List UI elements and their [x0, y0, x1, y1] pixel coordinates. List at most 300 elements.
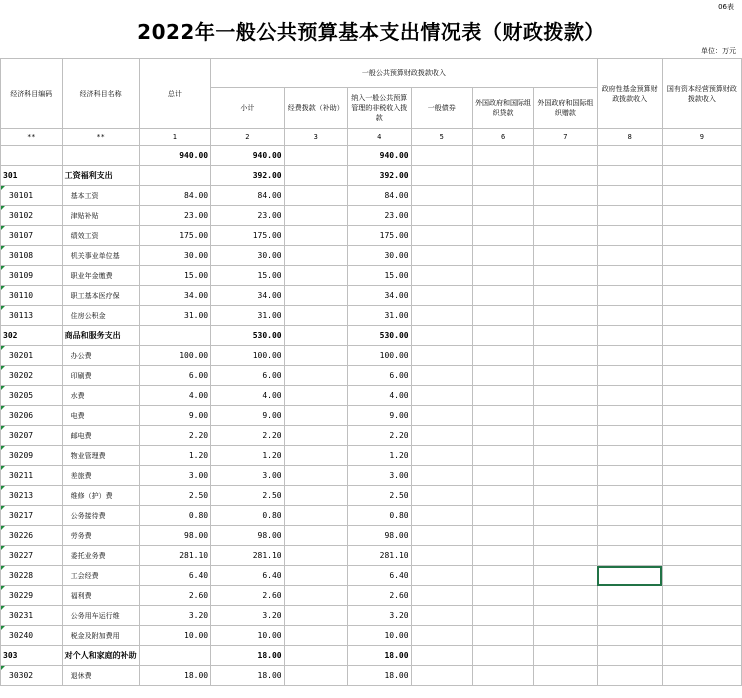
col-no[interactable]: 7	[534, 129, 597, 146]
cell-name[interactable]: 物业管理费	[62, 446, 139, 466]
cell[interactable]	[662, 166, 741, 186]
cell[interactable]	[662, 286, 741, 306]
cell[interactable]	[472, 626, 533, 646]
col-no[interactable]: 6	[472, 129, 533, 146]
cell[interactable]	[597, 446, 662, 466]
cell[interactable]	[662, 626, 741, 646]
cell[interactable]	[534, 406, 597, 426]
cell[interactable]	[411, 166, 472, 186]
cell[interactable]	[411, 526, 472, 546]
cell[interactable]	[472, 166, 533, 186]
cell-subtotal[interactable]: 2.60	[211, 586, 284, 606]
cell[interactable]	[534, 446, 597, 466]
cell[interactable]	[284, 666, 347, 686]
cell[interactable]	[472, 426, 533, 446]
cell[interactable]	[411, 566, 472, 586]
cell-code[interactable]: 30211	[1, 466, 63, 486]
cell[interactable]	[534, 506, 597, 526]
cell-total[interactable]: 31.00	[139, 306, 210, 326]
cell-name[interactable]: 基本工资	[62, 186, 139, 206]
cell-code[interactable]: 30102	[1, 206, 63, 226]
cell[interactable]	[597, 646, 662, 666]
cell-subtotal[interactable]: 98.00	[211, 526, 284, 546]
cell[interactable]	[411, 426, 472, 446]
total-row-subtotal[interactable]: 940.00	[211, 146, 284, 166]
cell-code[interactable]: 30201	[1, 346, 63, 366]
header-subsidy[interactable]: 经费拨款（补助）	[284, 88, 347, 129]
cell[interactable]	[284, 166, 347, 186]
cell-total[interactable]: 1.20	[139, 446, 210, 466]
cell[interactable]	[534, 166, 597, 186]
cell-name[interactable]: 津贴补贴	[62, 206, 139, 226]
cell-code[interactable]: 30209	[1, 446, 63, 466]
cell[interactable]	[472, 546, 533, 566]
header-bond[interactable]: 一般债券	[411, 88, 472, 129]
cell-special[interactable]: 1.20	[347, 446, 411, 466]
cell-code[interactable]: 301	[1, 166, 63, 186]
cell-code[interactable]: 30231	[1, 606, 63, 626]
cell-subtotal[interactable]: 175.00	[211, 226, 284, 246]
cell-total[interactable]: 10.00	[139, 626, 210, 646]
cell-subtotal[interactable]: 6.40	[211, 566, 284, 586]
cell-subtotal[interactable]: 9.00	[211, 406, 284, 426]
cell-code[interactable]: 30229	[1, 586, 63, 606]
total-row-total[interactable]: 940.00	[139, 146, 210, 166]
cell[interactable]	[597, 406, 662, 426]
cell[interactable]	[411, 286, 472, 306]
cell-code[interactable]: 30227	[1, 546, 63, 566]
cell[interactable]	[284, 246, 347, 266]
cell-total[interactable]: 0.80	[139, 506, 210, 526]
cell[interactable]	[472, 326, 533, 346]
cell-total[interactable]: 84.00	[139, 186, 210, 206]
cell-name[interactable]: 公务接待费	[62, 506, 139, 526]
cell-code[interactable]: 30213	[1, 486, 63, 506]
cell-total[interactable]: 6.40	[139, 566, 210, 586]
cell-total[interactable]: 9.00	[139, 406, 210, 426]
cell[interactable]	[534, 326, 597, 346]
cell[interactable]	[662, 466, 741, 486]
header-subtotal[interactable]: 小计	[211, 88, 284, 129]
cell[interactable]	[411, 626, 472, 646]
cell-subtotal[interactable]: 0.80	[211, 506, 284, 526]
cell[interactable]	[597, 466, 662, 486]
cell-special[interactable]: 84.00	[347, 186, 411, 206]
cell-total[interactable]: 30.00	[139, 246, 210, 266]
cell[interactable]	[662, 326, 741, 346]
cell[interactable]	[597, 506, 662, 526]
cell[interactable]	[534, 646, 597, 666]
cell[interactable]	[662, 146, 741, 166]
cell[interactable]	[534, 526, 597, 546]
cell-subtotal[interactable]: 4.00	[211, 386, 284, 406]
cell[interactable]	[411, 506, 472, 526]
cell[interactable]	[534, 566, 597, 586]
cell-subtotal[interactable]: 530.00	[211, 326, 284, 346]
cell-name[interactable]: 工资福利支出	[62, 166, 139, 186]
cell[interactable]	[284, 326, 347, 346]
cell[interactable]	[597, 606, 662, 626]
cell[interactable]	[284, 186, 347, 206]
cell-code[interactable]: 30228	[1, 566, 63, 586]
cell[interactable]	[534, 246, 597, 266]
cell-name[interactable]: 工会经费	[62, 566, 139, 586]
cell-code[interactable]: 30108	[1, 246, 63, 266]
cell-code[interactable]: 30101	[1, 186, 63, 206]
cell[interactable]	[597, 166, 662, 186]
cell[interactable]	[411, 246, 472, 266]
cell-special[interactable]: 18.00	[347, 666, 411, 686]
cell[interactable]	[284, 286, 347, 306]
cell[interactable]	[597, 626, 662, 646]
cell[interactable]	[597, 286, 662, 306]
cell[interactable]	[411, 226, 472, 246]
header-total[interactable]: 总计	[139, 59, 210, 129]
cell-special[interactable]: 6.00	[347, 366, 411, 386]
cell[interactable]	[662, 506, 741, 526]
cell-name[interactable]: 机关事业单位基	[62, 246, 139, 266]
cell[interactable]	[411, 666, 472, 686]
cell[interactable]	[597, 266, 662, 286]
cell[interactable]	[534, 466, 597, 486]
cell[interactable]	[662, 186, 741, 206]
cell-code[interactable]: 30109	[1, 266, 63, 286]
col-no[interactable]: 2	[211, 129, 284, 146]
cell-subtotal[interactable]: 23.00	[211, 206, 284, 226]
cell[interactable]	[411, 646, 472, 666]
cell-special[interactable]: 9.00	[347, 406, 411, 426]
cell-special[interactable]: 15.00	[347, 266, 411, 286]
cell-special[interactable]: 3.00	[347, 466, 411, 486]
cell-total[interactable]	[139, 166, 210, 186]
cell[interactable]	[284, 426, 347, 446]
cell[interactable]	[662, 446, 741, 466]
cell-subtotal[interactable]: 1.20	[211, 446, 284, 466]
cell-total[interactable]: 98.00	[139, 526, 210, 546]
cell[interactable]	[284, 546, 347, 566]
cell[interactable]	[284, 446, 347, 466]
cell-name[interactable]: 住房公积金	[62, 306, 139, 326]
cell-name[interactable]: 对个人和家庭的补助	[62, 646, 139, 666]
cell[interactable]	[411, 546, 472, 566]
cell[interactable]	[534, 186, 597, 206]
cell[interactable]	[472, 206, 533, 226]
cell-total[interactable]	[139, 646, 210, 666]
cell[interactable]	[472, 486, 533, 506]
cell[interactable]	[662, 346, 741, 366]
cell[interactable]	[411, 446, 472, 466]
cell[interactable]	[472, 226, 533, 246]
selected-cell[interactable]	[597, 566, 662, 586]
cell[interactable]	[534, 626, 597, 646]
cell-total[interactable]	[139, 326, 210, 346]
cell[interactable]	[284, 306, 347, 326]
cell-code[interactable]: 30205	[1, 386, 63, 406]
cell[interactable]	[662, 666, 741, 686]
cell[interactable]	[597, 546, 662, 566]
cell[interactable]	[534, 666, 597, 686]
cell[interactable]	[284, 206, 347, 226]
cell[interactable]	[662, 646, 741, 666]
cell[interactable]	[597, 386, 662, 406]
cell[interactable]	[411, 606, 472, 626]
cell-code[interactable]: 30240	[1, 626, 63, 646]
cell[interactable]	[597, 586, 662, 606]
cell[interactable]	[472, 266, 533, 286]
cell-special[interactable]: 100.00	[347, 346, 411, 366]
cell[interactable]	[472, 566, 533, 586]
cell[interactable]	[472, 306, 533, 326]
cell-total[interactable]: 2.20	[139, 426, 210, 446]
cell[interactable]	[534, 426, 597, 446]
cell[interactable]	[662, 526, 741, 546]
cell-total[interactable]: 18.00	[139, 666, 210, 686]
cell-subtotal[interactable]: 18.00	[211, 666, 284, 686]
cell-name[interactable]: 委托业务费	[62, 546, 139, 566]
cell[interactable]	[411, 326, 472, 346]
cell-subtotal[interactable]: 2.20	[211, 426, 284, 446]
cell-special[interactable]: 3.20	[347, 606, 411, 626]
cell-subtotal[interactable]: 84.00	[211, 186, 284, 206]
cell-total[interactable]: 281.10	[139, 546, 210, 566]
cell[interactable]	[411, 586, 472, 606]
cell[interactable]	[534, 386, 597, 406]
cell[interactable]	[284, 486, 347, 506]
cell[interactable]	[597, 326, 662, 346]
header-code[interactable]: 经济科目编码	[1, 59, 63, 129]
cell-special[interactable]: 2.60	[347, 586, 411, 606]
cell-total[interactable]: 6.00	[139, 366, 210, 386]
cell[interactable]	[472, 606, 533, 626]
cell[interactable]	[662, 426, 741, 446]
cell-name[interactable]: 税金及附加费用	[62, 626, 139, 646]
cell-total[interactable]: 2.50	[139, 486, 210, 506]
cell-subtotal[interactable]: 392.00	[211, 166, 284, 186]
cell[interactable]	[662, 366, 741, 386]
cell[interactable]	[284, 626, 347, 646]
cell[interactable]	[534, 486, 597, 506]
cell[interactable]	[284, 586, 347, 606]
cell[interactable]	[284, 466, 347, 486]
cell[interactable]	[534, 286, 597, 306]
cell-special[interactable]: 30.00	[347, 246, 411, 266]
cell[interactable]	[534, 546, 597, 566]
cell-special[interactable]: 4.00	[347, 386, 411, 406]
cell-total[interactable]: 23.00	[139, 206, 210, 226]
cell[interactable]	[411, 466, 472, 486]
cell[interactable]	[662, 546, 741, 566]
cell[interactable]	[472, 386, 533, 406]
cell[interactable]	[472, 586, 533, 606]
cell[interactable]	[411, 406, 472, 426]
cell[interactable]	[662, 206, 741, 226]
cell-name[interactable]: 劳务费	[62, 526, 139, 546]
cell-total[interactable]: 175.00	[139, 226, 210, 246]
cell-subtotal[interactable]: 281.10	[211, 546, 284, 566]
cell[interactable]	[662, 586, 741, 606]
cell-special[interactable]: 0.80	[347, 506, 411, 526]
cell[interactable]	[411, 366, 472, 386]
cell-special[interactable]: 2.20	[347, 426, 411, 446]
cell[interactable]	[472, 506, 533, 526]
cell[interactable]	[597, 366, 662, 386]
cell-total[interactable]: 2.60	[139, 586, 210, 606]
cell-name[interactable]: 公务用车运行维	[62, 606, 139, 626]
cell[interactable]	[597, 346, 662, 366]
cell-subtotal[interactable]: 10.00	[211, 626, 284, 646]
cell-code[interactable]: 30217	[1, 506, 63, 526]
cell-special[interactable]: 392.00	[347, 166, 411, 186]
cell[interactable]	[662, 306, 741, 326]
cell-special[interactable]: 175.00	[347, 226, 411, 246]
cell[interactable]	[284, 646, 347, 666]
cell[interactable]	[472, 286, 533, 306]
cell[interactable]	[662, 406, 741, 426]
total-row-special[interactable]: 940.00	[347, 146, 411, 166]
cell[interactable]	[472, 666, 533, 686]
cell-name[interactable]: 邮电费	[62, 426, 139, 446]
cell[interactable]	[284, 366, 347, 386]
cell-code[interactable]: 30113	[1, 306, 63, 326]
cell[interactable]	[472, 466, 533, 486]
cell-name[interactable]: 福利费	[62, 586, 139, 606]
cell-name[interactable]: 差旅费	[62, 466, 139, 486]
cell[interactable]	[411, 346, 472, 366]
cell-code[interactable]: 30226	[1, 526, 63, 546]
cell-special[interactable]: 98.00	[347, 526, 411, 546]
cell[interactable]	[534, 146, 597, 166]
cell[interactable]	[597, 246, 662, 266]
cell[interactable]	[284, 606, 347, 626]
cell[interactable]	[534, 226, 597, 246]
cell-special[interactable]: 530.00	[347, 326, 411, 346]
cell-subtotal[interactable]: 15.00	[211, 266, 284, 286]
col-no[interactable]: 8	[597, 129, 662, 146]
cell-subtotal[interactable]: 6.00	[211, 366, 284, 386]
cell-name[interactable]: 职工基本医疗保	[62, 286, 139, 306]
cell[interactable]	[597, 486, 662, 506]
col-no[interactable]: 1	[139, 129, 210, 146]
cell[interactable]	[662, 386, 741, 406]
cell-name[interactable]: 印刷费	[62, 366, 139, 386]
cell[interactable]	[597, 426, 662, 446]
cell[interactable]	[284, 386, 347, 406]
cell[interactable]	[472, 646, 533, 666]
cell-special[interactable]: 34.00	[347, 286, 411, 306]
cell-code[interactable]: 30302	[1, 666, 63, 686]
col-no[interactable]: 4	[347, 129, 411, 146]
cell-code[interactable]: 30110	[1, 286, 63, 306]
cell[interactable]	[411, 306, 472, 326]
cell[interactable]	[472, 346, 533, 366]
cell-name[interactable]: 商品和服务支出	[62, 326, 139, 346]
cell[interactable]	[472, 186, 533, 206]
cell[interactable]	[411, 266, 472, 286]
cell-subtotal[interactable]: 3.20	[211, 606, 284, 626]
cell[interactable]	[534, 586, 597, 606]
cell-name[interactable]: 维修（护）费	[62, 486, 139, 506]
cell[interactable]	[284, 266, 347, 286]
cell-code[interactable]: 30207	[1, 426, 63, 446]
cell-name[interactable]: 绩效工资	[62, 226, 139, 246]
cell[interactable]	[597, 666, 662, 686]
cell-special[interactable]: 6.40	[347, 566, 411, 586]
header-state-capital[interactable]: 国有资本经营预算财政拨款收入	[662, 59, 741, 129]
cell-special[interactable]: 10.00	[347, 626, 411, 646]
cell-special[interactable]: 31.00	[347, 306, 411, 326]
cell[interactable]	[62, 146, 139, 166]
cell-code[interactable]: 30202	[1, 366, 63, 386]
cell[interactable]	[662, 566, 741, 586]
cell[interactable]	[662, 246, 741, 266]
cell-total[interactable]: 3.00	[139, 466, 210, 486]
cell[interactable]	[534, 266, 597, 286]
cell-code[interactable]: 30107	[1, 226, 63, 246]
cell[interactable]	[284, 346, 347, 366]
cell-special[interactable]: 281.10	[347, 546, 411, 566]
cell[interactable]	[472, 146, 533, 166]
cell[interactable]	[662, 266, 741, 286]
cell[interactable]	[284, 526, 347, 546]
cell[interactable]	[411, 486, 472, 506]
cell-name[interactable]: 办公费	[62, 346, 139, 366]
cell[interactable]	[411, 206, 472, 226]
cell-subtotal[interactable]: 34.00	[211, 286, 284, 306]
cell-code[interactable]: 302	[1, 326, 63, 346]
cell[interactable]	[411, 386, 472, 406]
cell[interactable]	[472, 446, 533, 466]
cell-total[interactable]: 3.20	[139, 606, 210, 626]
cell-code[interactable]: 303	[1, 646, 63, 666]
col-no[interactable]: 9	[662, 129, 741, 146]
cell[interactable]	[472, 246, 533, 266]
cell[interactable]	[472, 526, 533, 546]
cell-subtotal[interactable]: 31.00	[211, 306, 284, 326]
header-group[interactable]: 一般公共预算财政拨款收入	[211, 59, 597, 88]
cell-subtotal[interactable]: 2.50	[211, 486, 284, 506]
header-foreign-gift[interactable]: 外国政府和国际组织赠款	[534, 88, 597, 129]
cell-subtotal[interactable]: 18.00	[211, 646, 284, 666]
cell-special[interactable]: 18.00	[347, 646, 411, 666]
cell[interactable]	[284, 146, 347, 166]
cell[interactable]	[284, 566, 347, 586]
cell[interactable]	[662, 226, 741, 246]
cell[interactable]	[284, 506, 347, 526]
cell[interactable]	[411, 186, 472, 206]
cell[interactable]	[534, 606, 597, 626]
cell[interactable]	[411, 146, 472, 166]
cell[interactable]	[597, 186, 662, 206]
cell-special[interactable]: 2.50	[347, 486, 411, 506]
col-no[interactable]: 5	[411, 129, 472, 146]
cell-special[interactable]: 23.00	[347, 206, 411, 226]
cell-subtotal[interactable]: 100.00	[211, 346, 284, 366]
cell-name[interactable]: 电费	[62, 406, 139, 426]
cell[interactable]	[534, 206, 597, 226]
cell-total[interactable]: 34.00	[139, 286, 210, 306]
col-no[interactable]: **	[62, 129, 139, 146]
cell[interactable]	[597, 226, 662, 246]
cell[interactable]	[662, 606, 741, 626]
cell-total[interactable]: 4.00	[139, 386, 210, 406]
cell-subtotal[interactable]: 3.00	[211, 466, 284, 486]
cell-name[interactable]: 退休费	[62, 666, 139, 686]
cell[interactable]	[534, 306, 597, 326]
cell[interactable]	[597, 526, 662, 546]
cell[interactable]	[597, 206, 662, 226]
cell[interactable]	[284, 226, 347, 246]
col-no[interactable]: 3	[284, 129, 347, 146]
